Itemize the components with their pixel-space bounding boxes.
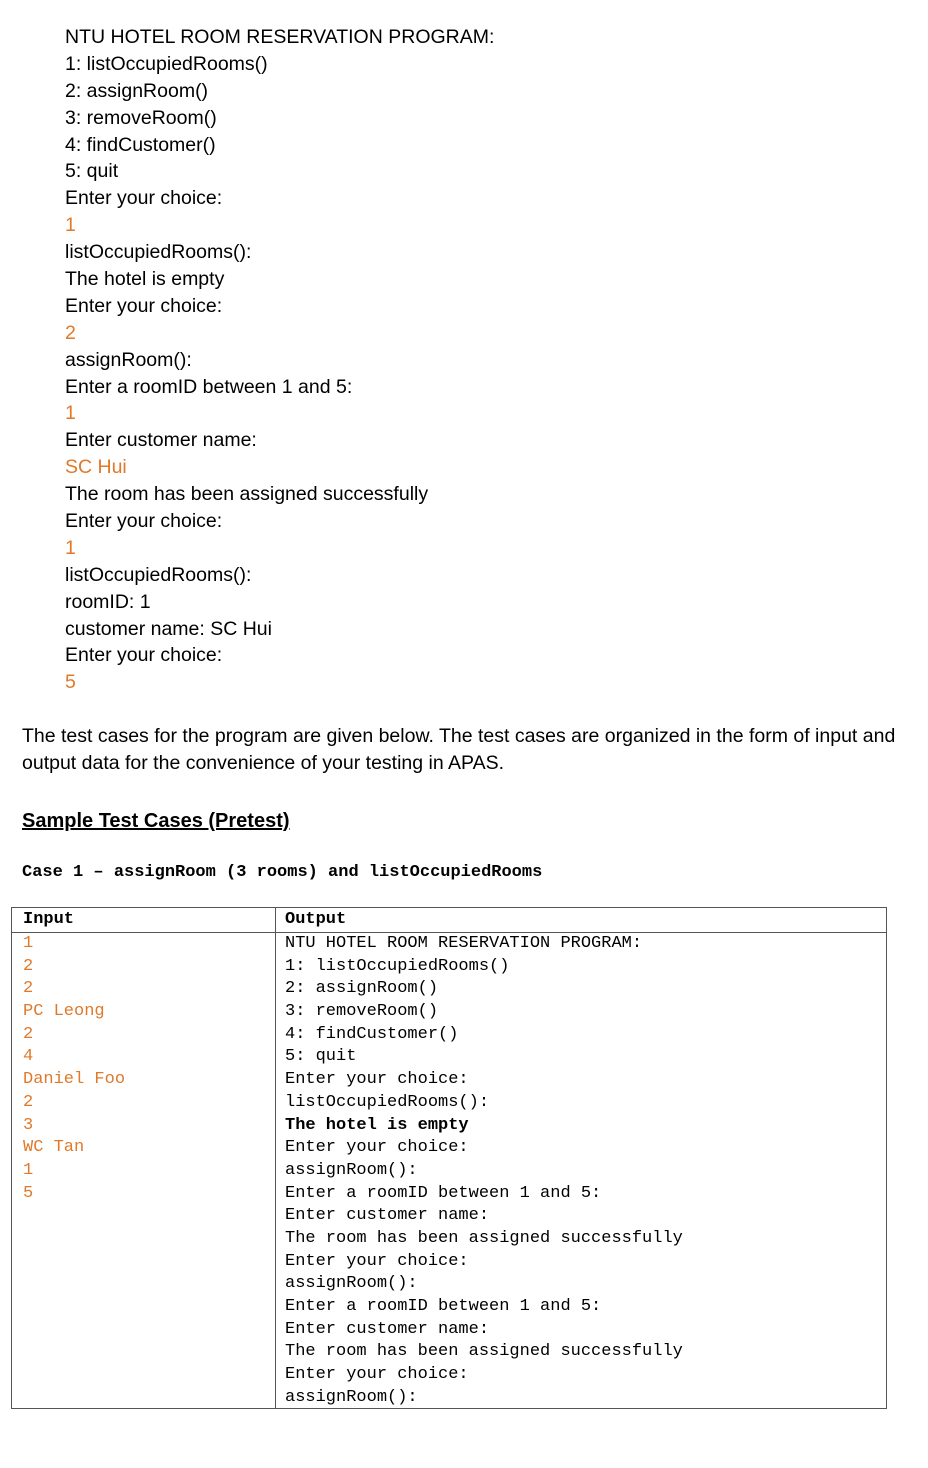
output-line: Enter your choice: bbox=[285, 1251, 469, 1271]
session-output-line: 1: listOccupiedRooms() bbox=[65, 52, 268, 75]
session-user-input: 1 bbox=[65, 536, 76, 559]
output-column bbox=[285, 933, 683, 1409]
output-line: 4: findCustomer() bbox=[285, 1024, 459, 1044]
session-output-line: Enter your choice: bbox=[65, 510, 223, 533]
output-line: 5: quit bbox=[285, 1047, 357, 1067]
session-output-line: NTU HOTEL ROOM RESERVATION PROGRAM: bbox=[65, 26, 495, 48]
session-user-input: 1 bbox=[65, 214, 76, 237]
session-output-line: 2: assignRoom() bbox=[65, 79, 209, 102]
input-line: Daniel Foo bbox=[23, 1070, 126, 1090]
output-line: Enter your choice: bbox=[285, 1365, 469, 1385]
output-column-header: Output bbox=[285, 910, 347, 929]
session-user-input: 2 bbox=[65, 321, 76, 344]
column-divider bbox=[275, 908, 276, 1408]
session-output-line: 4: findCustomer() bbox=[65, 133, 216, 156]
output-line: listOccupiedRooms(): bbox=[285, 1092, 490, 1112]
console-session bbox=[65, 24, 494, 696]
session-output-line: listOccupiedRooms(): bbox=[65, 563, 252, 586]
session-output-line: customer name: SC Hui bbox=[65, 617, 272, 640]
input-line: 2 bbox=[23, 979, 34, 999]
session-output-line: Enter your choice: bbox=[65, 187, 223, 210]
input-line: 2 bbox=[23, 1092, 34, 1112]
input-line: 2 bbox=[23, 956, 34, 976]
input-line: PC Leong bbox=[23, 1002, 105, 1022]
output-line: assignRoom(): bbox=[285, 1387, 418, 1407]
input-line: WC Tan bbox=[23, 1138, 85, 1158]
session-output-line: The room has been assigned successfully bbox=[65, 483, 429, 506]
input-line: 1 bbox=[23, 1160, 34, 1180]
session-output-line: Enter customer name: bbox=[65, 429, 257, 452]
session-output-line: Enter your choice: bbox=[65, 644, 223, 667]
input-line: 3 bbox=[23, 1115, 34, 1135]
section-heading: Sample Test Cases (Pretest) bbox=[22, 810, 290, 832]
session-user-input: SC Hui bbox=[65, 456, 127, 479]
output-line: The hotel is empty bbox=[285, 1115, 469, 1135]
output-line: assignRoom(): bbox=[285, 1160, 418, 1180]
case-title: Case 1 – assignRoom (3 rooms) and listOccupiedRooms bbox=[22, 863, 543, 882]
input-line: 1 bbox=[23, 934, 34, 953]
intro-paragraph: The test cases for the program are given below. The test cases are organized in the form of input and output data for the convenience of your testing in APAS. bbox=[22, 725, 896, 774]
output-line: 2: assignRoom() bbox=[285, 979, 439, 999]
input-line: 5 bbox=[23, 1183, 34, 1203]
output-line: Enter customer name: bbox=[285, 1206, 490, 1226]
output-line: Enter your choice: bbox=[285, 1138, 469, 1158]
session-output-line: listOccupiedRooms(): bbox=[65, 241, 252, 264]
session-output-line: The hotel is empty bbox=[65, 268, 225, 291]
output-line: 3: removeRoom() bbox=[285, 1002, 439, 1022]
output-line: Enter a roomID between 1 and 5: bbox=[285, 1183, 602, 1203]
output-line: Enter a roomID between 1 and 5: bbox=[285, 1297, 602, 1316]
input-line: 2 bbox=[23, 1024, 34, 1044]
session-output-line: 5: quit bbox=[65, 160, 119, 183]
output-line: The room has been assigned successfully bbox=[285, 1342, 683, 1362]
input-column-header: Input bbox=[23, 910, 75, 929]
session-output-line: assignRoom(): bbox=[65, 348, 192, 371]
test-case-table bbox=[11, 907, 887, 1409]
output-line: NTU HOTEL ROOM RESERVATION PROGRAM: bbox=[285, 934, 643, 953]
output-line: Enter your choice: bbox=[285, 1070, 469, 1090]
session-output-line: 3: removeRoom() bbox=[65, 106, 217, 129]
session-output-line: Enter a roomID between 1 and 5: bbox=[65, 375, 353, 398]
session-output-line: Enter your choice: bbox=[65, 294, 223, 317]
input-line: 4 bbox=[23, 1047, 34, 1067]
session-user-input: 5 bbox=[65, 671, 76, 694]
session-output-line: roomID: 1 bbox=[65, 590, 151, 613]
input-column bbox=[23, 933, 125, 1205]
output-line: The room has been assigned successfully bbox=[285, 1228, 683, 1248]
output-line: Enter customer name: bbox=[285, 1319, 490, 1339]
output-line: 1: listOccupiedRooms() bbox=[285, 956, 510, 976]
output-line: assignRoom(): bbox=[285, 1274, 418, 1294]
session-user-input: 1 bbox=[65, 402, 76, 425]
